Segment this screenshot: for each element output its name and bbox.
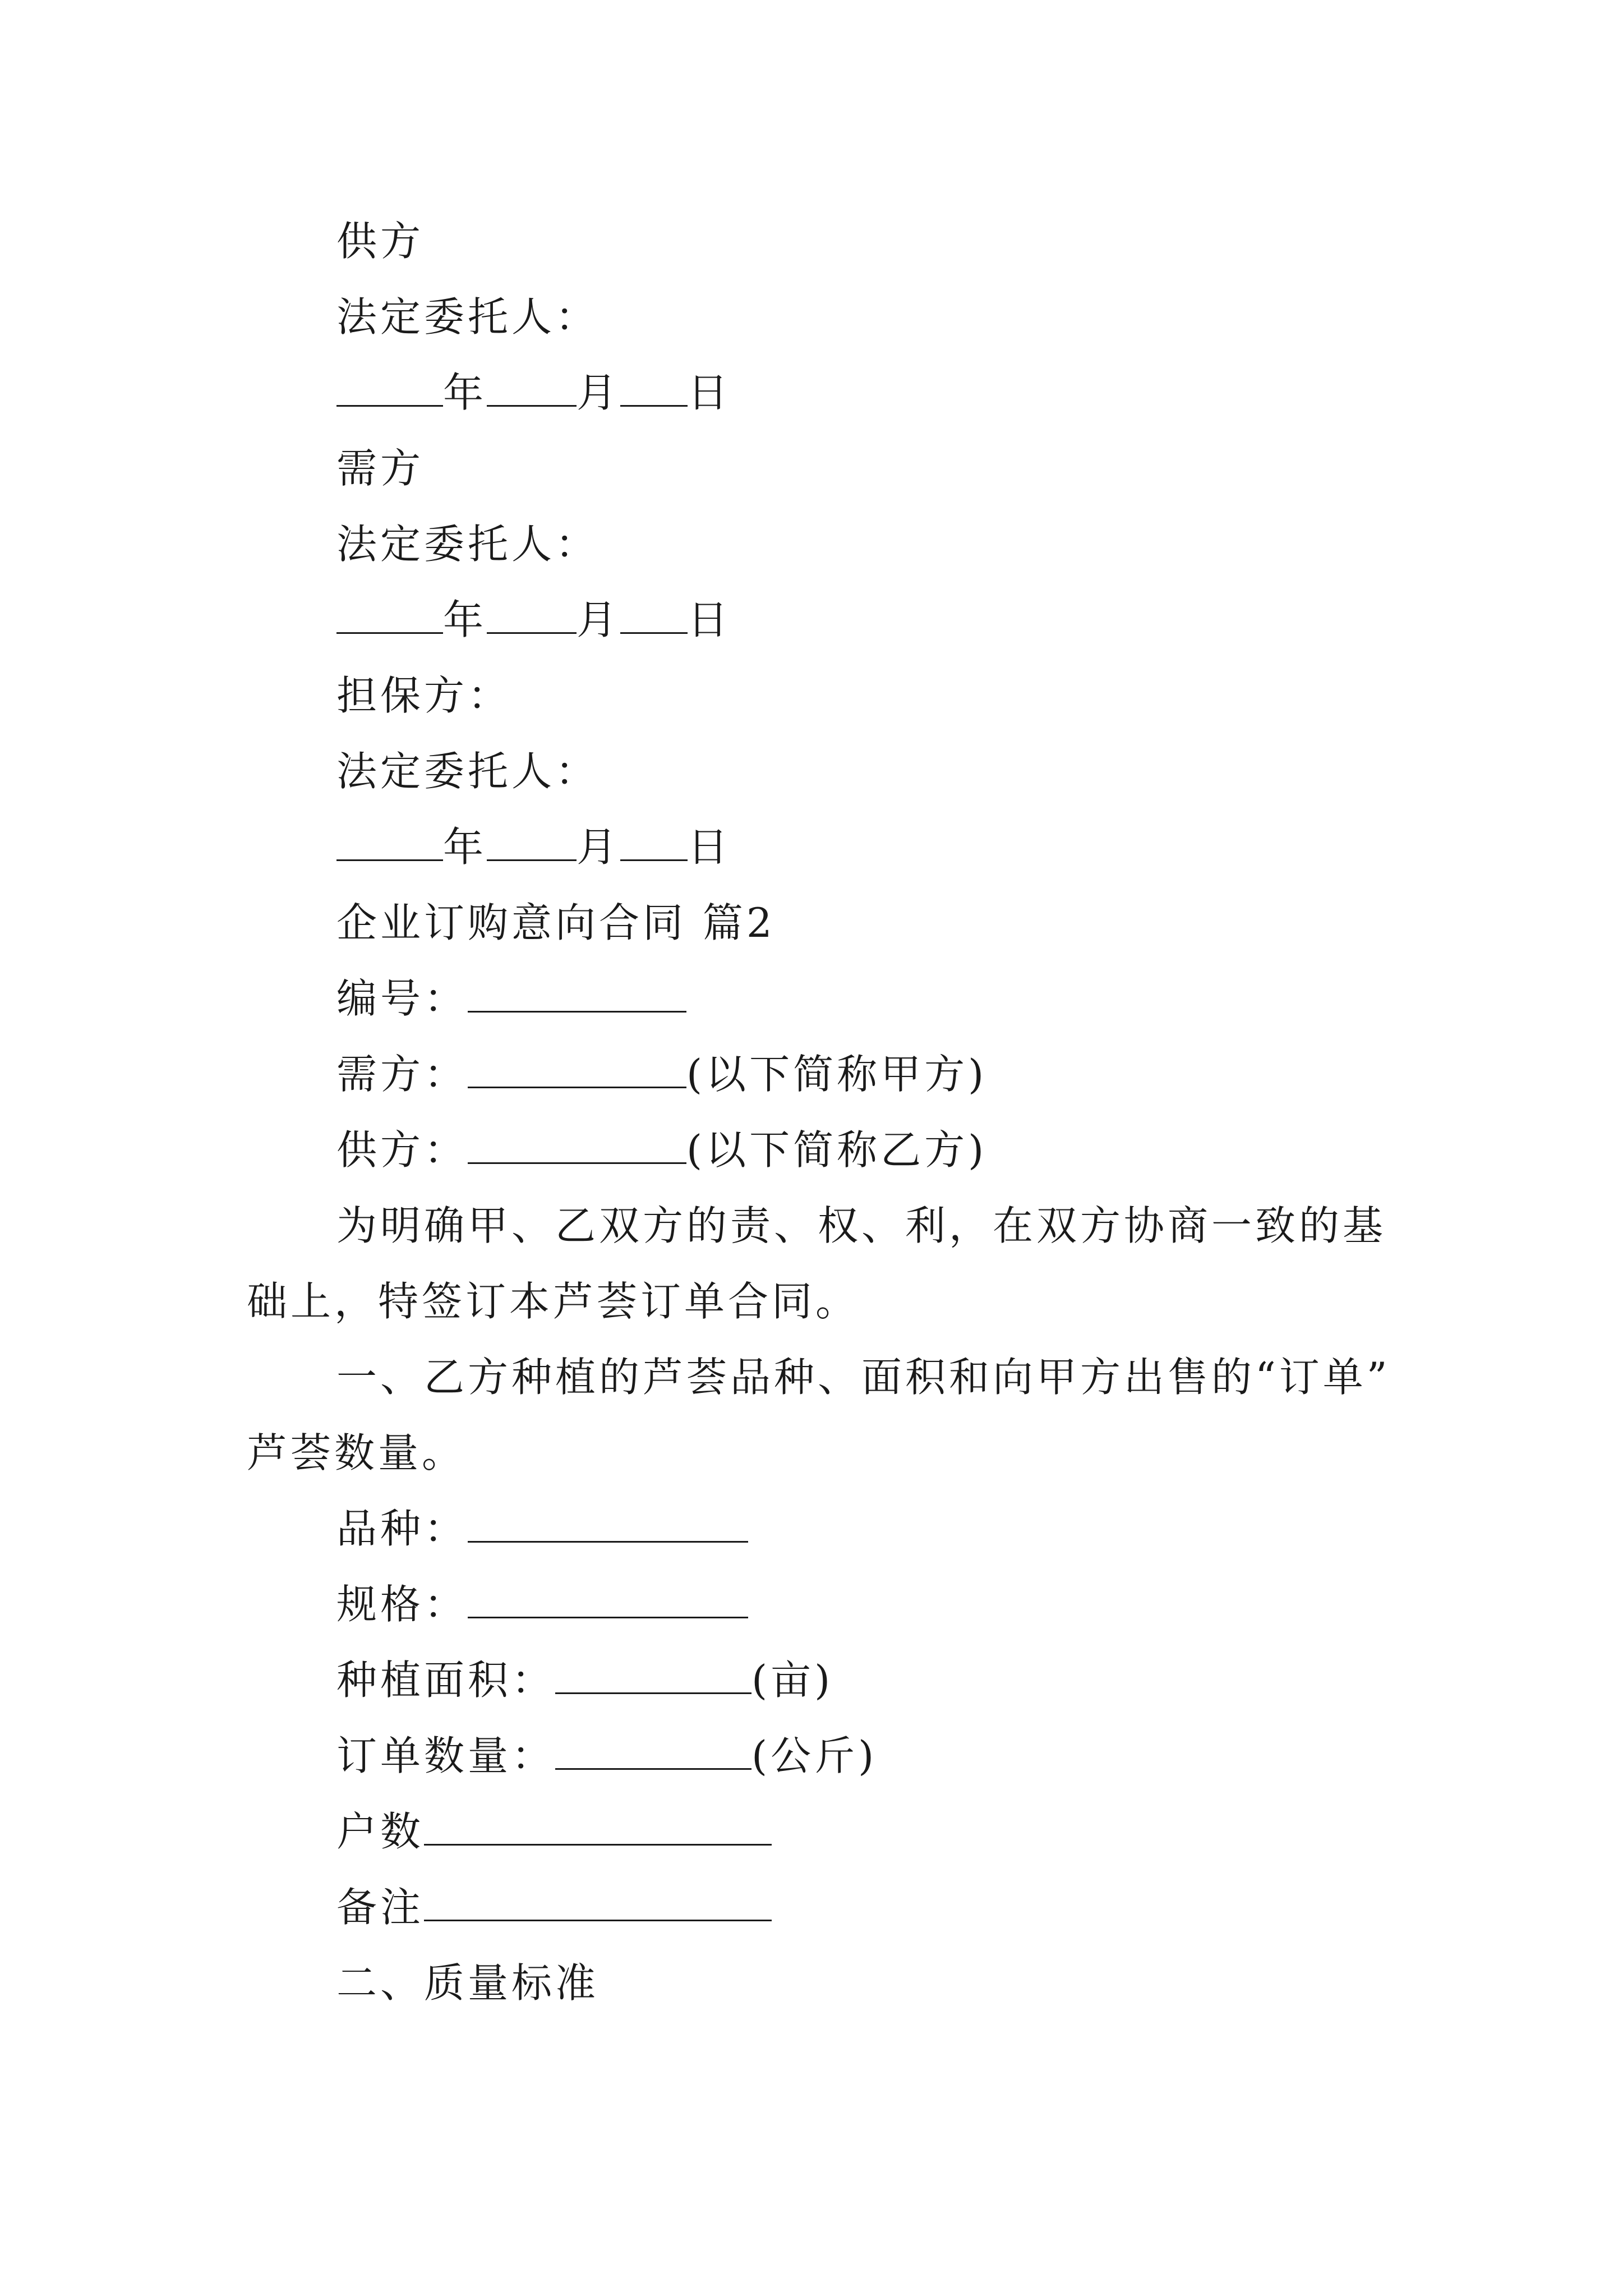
variety-blank	[468, 1507, 748, 1543]
number-field	[336, 970, 686, 1027]
supplier-date-line	[336, 365, 731, 421]
buyer-blank	[468, 1053, 686, 1088]
number-blank	[468, 977, 686, 1013]
buyer-label: 需方	[336, 445, 425, 492]
buyer-note: (以下简称甲方)	[686, 1051, 988, 1098]
section2-heading: 二、质量标准	[336, 1959, 600, 2007]
supplier-blank	[468, 1129, 686, 1164]
section1-line-2: 芦荟数量。	[247, 1429, 466, 1476]
area-label: 种植面积：	[336, 1657, 556, 1704]
area-field	[336, 1652, 833, 1708]
remarks-label: 备注	[336, 1884, 425, 1931]
households-label: 户数	[336, 1808, 425, 1855]
supplier-note: (以下简称乙方)	[686, 1126, 988, 1174]
year-label: 年	[443, 369, 487, 416]
quantity-blank	[555, 1734, 751, 1770]
intro-line-1: 为明确甲、乙双方的责、权、利，在双方协商一致的基	[336, 1202, 1387, 1249]
supplier-field-label: 供方：	[336, 1126, 468, 1174]
guarantor-rep-label: 法定委托人：	[336, 748, 600, 795]
quantity-label: 订单数量：	[336, 1732, 556, 1779]
buyer-date-line	[336, 592, 731, 648]
spec-blank	[468, 1583, 748, 1618]
year-label: 年	[443, 823, 487, 871]
quantity-field	[336, 1728, 877, 1784]
month-label: 月	[577, 369, 621, 416]
area-blank	[555, 1659, 751, 1694]
day-blank	[620, 826, 688, 861]
section1-line-1: 一、乙方种植的芦荟品种、面积和向甲方出售的“订单”	[336, 1354, 1391, 1401]
remarks-field	[336, 1879, 772, 1935]
year-blank	[336, 826, 443, 861]
day-label: 日	[688, 369, 732, 416]
month-label: 月	[577, 596, 621, 643]
year-blank	[336, 599, 443, 634]
buyer-field-label: 需方：	[336, 1051, 468, 1098]
month-label: 月	[577, 823, 621, 871]
day-label: 日	[688, 596, 732, 643]
day-blank	[620, 371, 688, 407]
quantity-unit: (公斤)	[751, 1732, 878, 1779]
supplier-rep-label: 法定委托人：	[336, 293, 600, 341]
intro-line-2: 础上，特签订本芦荟订单合同。	[247, 1278, 860, 1325]
day-blank	[620, 599, 688, 634]
year-label: 年	[443, 596, 487, 643]
month-blank	[487, 826, 577, 861]
households-blank	[424, 1810, 772, 1846]
supplier-label: 供方	[336, 218, 425, 265]
buyer-rep-label: 法定委托人：	[336, 521, 600, 568]
area-unit: (亩)	[751, 1657, 834, 1704]
spec-field	[336, 1576, 748, 1632]
number-label: 编号：	[336, 975, 468, 1022]
variety-field	[336, 1501, 748, 1557]
day-label: 日	[688, 823, 732, 871]
guarantor-label: 担保方：	[336, 672, 512, 719]
year-blank	[336, 371, 443, 407]
variety-label: 品种：	[336, 1505, 468, 1552]
month-blank	[487, 371, 577, 407]
households-field	[336, 1803, 772, 1860]
contract-heading: 企业订购意向合同 篇2	[336, 899, 776, 946]
spec-label: 规格：	[336, 1581, 468, 1628]
month-blank	[487, 599, 577, 634]
remarks-blank	[424, 1886, 772, 1921]
buyer-field	[336, 1046, 987, 1102]
supplier-field	[336, 1122, 987, 1178]
guarantor-date-line	[336, 819, 731, 875]
